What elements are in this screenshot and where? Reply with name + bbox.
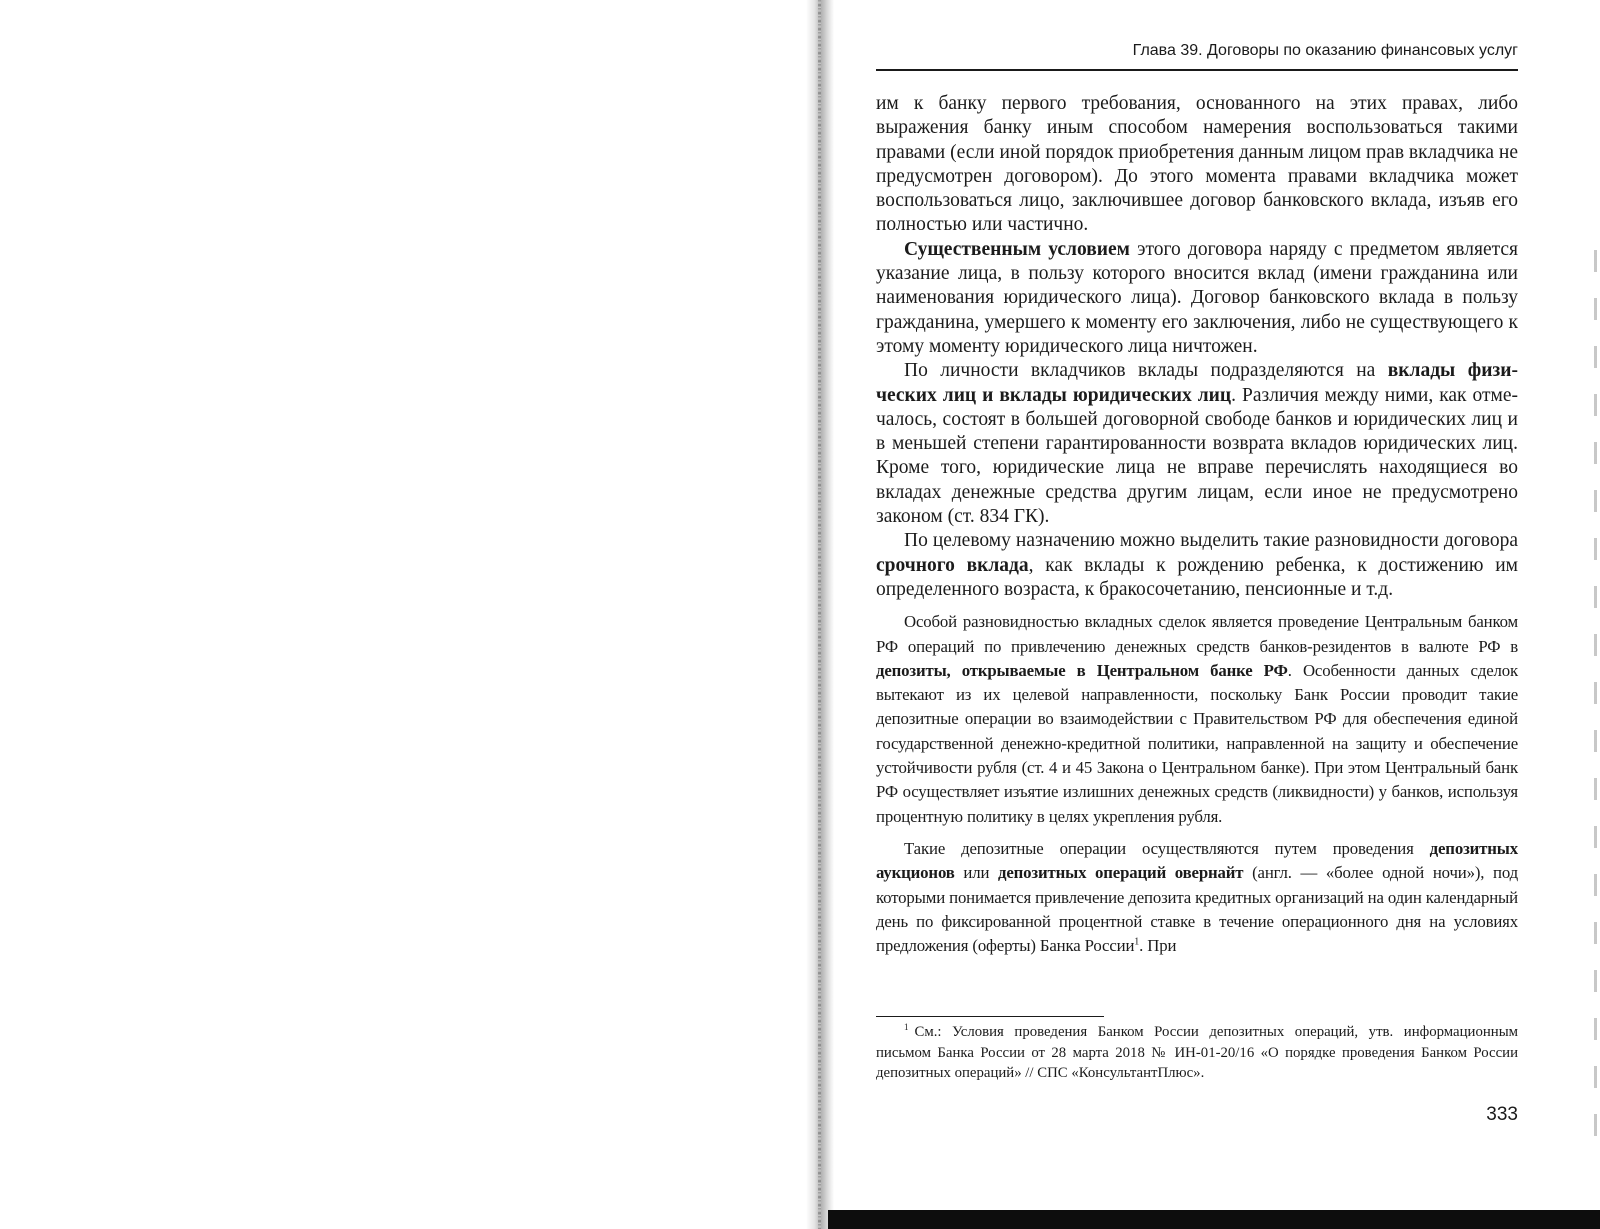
scan-bottom-border	[828, 1210, 1600, 1229]
paragraph-4-lead: По целевому назначению можно выделить такие разновидности договора	[904, 530, 1518, 552]
paragraph-3	[876, 359, 1518, 529]
paragraph-6	[876, 837, 1518, 958]
book-spine-edge	[818, 0, 821, 1229]
paragraph-6-text: (англ. — «более одной ночи»), под которыми понимается привлечение депозита кредитных организаций на один календарный день по фиксированной процентной ставке в течение операционного дня на условиях предложения (оферты) Банка России	[876, 863, 1519, 956]
paragraph-4	[876, 529, 1518, 602]
paragraph-5-text: . Особенности данных сделок вытекают из их целевой направленности, поскольку Банк России проводит такие депозитные операции во взаимодействии с Правительством РФ для обеспечения единой государственной денежно-кредитной политики, направленной на защиту и обеспечение устойчивости рубля (ст. 4 и 45 Закона о Центральном банке). При этом Центральный банк РФ осуществляет изъятие излишних денежных средств (ликвидности) у банков, используя процентную политику в целях укрепления рубля.	[876, 660, 1519, 826]
term-essential-condition: Существенным условием	[904, 238, 1130, 260]
term-deposit-types: вклады физических лиц и вклады юридических лиц	[876, 360, 1518, 406]
term-deposit-auctions: депозитных аукционов	[876, 838, 1518, 883]
paragraph-6-conj: или	[954, 863, 999, 883]
paragraph-6-end: . При	[1139, 936, 1177, 956]
body-text	[876, 92, 1518, 958]
paragraph-4-text: , как вклады к рождению ребенка, к достижению им определенного возраста, к бракосочетанию, пенсионные и т.д.	[876, 554, 1518, 600]
paragraph-1: им к банку первого требования, основанного на этих правах, либо выражения банку иным способом намерения воспользоваться такими правами (если иной порядок приобретения данным лицом прав вкладчика не предусмотрен договором). До этого момента правами вкладчика может воспользоваться лицо, заключившее договор банковского вклада, изъяв его полностью или частично.	[876, 93, 1518, 236]
running-head: Глава 39. Договоры по оказанию финансовых услуг	[1132, 42, 1518, 59]
paragraph-2	[876, 238, 1518, 359]
paragraph-5-lead: Особой разновидностью вкладных сделок является проведение Центральным банком РФ операций по привлечению денежных средств банков-резидентов в валюте РФ в	[876, 612, 1518, 656]
term-central-bank-deposits: депозиты, открываемые в Центральном банке РФ	[876, 660, 1288, 680]
page-right-edge	[1594, 250, 1597, 1150]
paragraph-6-lead: Такие депозитные операции осуществляются путем проведения	[904, 838, 1430, 858]
header-rule	[876, 69, 1518, 71]
paragraph-2-text: этого договора наряду с предметом является указание лица, в пользу которого вносится вклад (имени гражданина или наименования юридического лица). Договор банковского вклада в пользу гражданина, умершего к моменту его заключения, либо не существующего к этому моменту юридического лица ничтожен.	[876, 238, 1518, 357]
paragraph-5	[876, 610, 1518, 829]
footnote-marker: 1	[904, 1022, 909, 1033]
footnote-reference: 1	[1134, 936, 1140, 948]
footnote	[876, 1022, 1518, 1084]
book-page	[876, 0, 1518, 1210]
paragraph-3-lead: По личности вкладчиков вклады подразделяются на	[904, 360, 1388, 382]
footnote-text: См.: Условия проведения Банком России депозитных операций, утв. информационным письмом Банка России от 28 марта 2018 № ИН-01-20/16 «О порядке проведения Банком России депозитных операций» // СПС «КонсультантПлюс».	[876, 1024, 1518, 1081]
paragraph-3-text: . Различия между ними, как отмечалось, состоят в большей договорной свободе банков и юридических лиц и в меньшей степени гарантированности возврата вкладов юридических лиц. Кроме того, юридические лица не вправе перечислять находящиеся во вкладах денежные средства другим лицам, если иное не предусмотрено законом (ст. 834 ГК).	[876, 384, 1518, 528]
term-overnight-operations: депозитных операций овернайт	[998, 863, 1244, 883]
term-term-deposit: срочного вклада	[876, 554, 1029, 576]
footnote-rule	[876, 1016, 1104, 1017]
page-number: 333	[1486, 1104, 1518, 1125]
